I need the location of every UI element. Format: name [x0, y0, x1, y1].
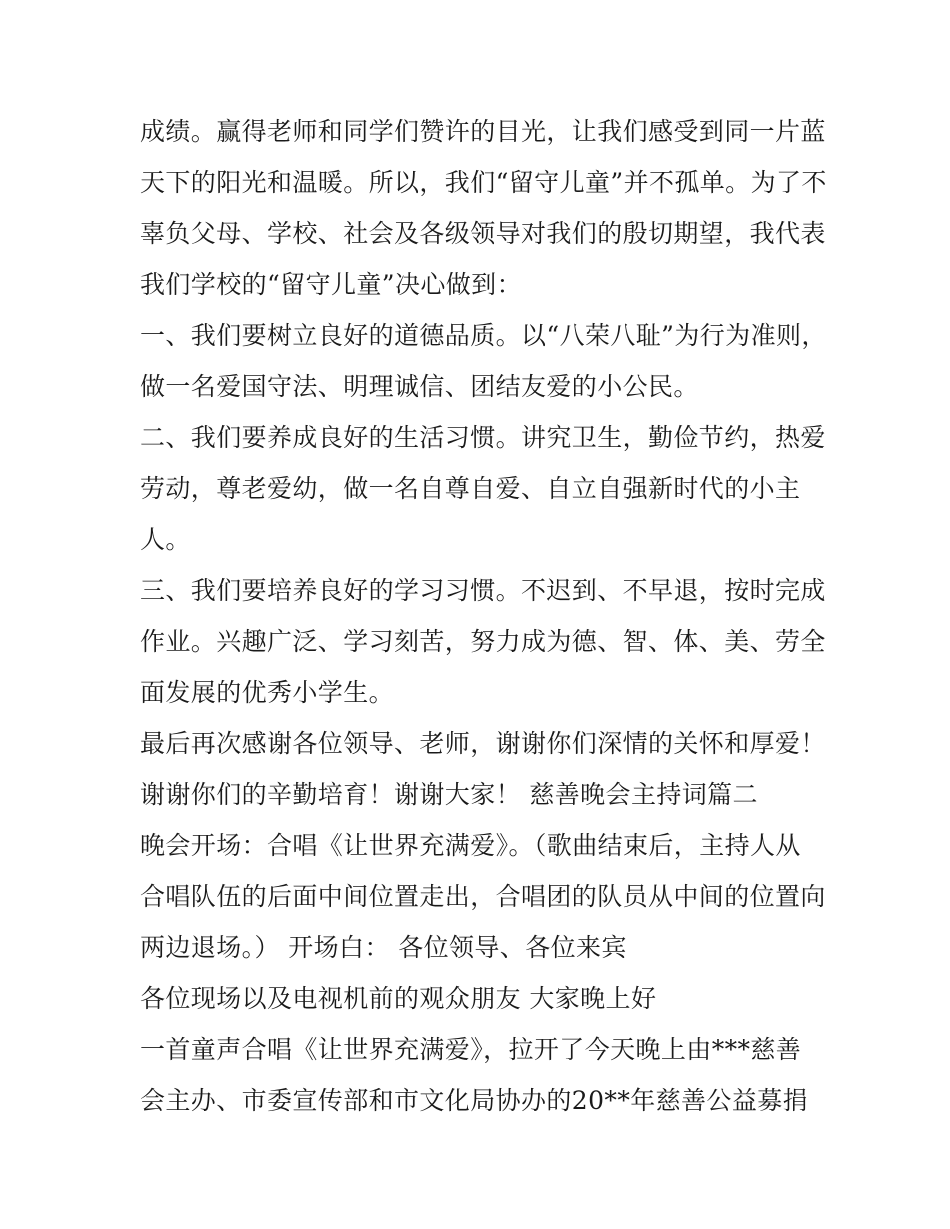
document-body	[140, 106, 830, 1126]
text-line: 会主办、市委宣传部和市文化局协办的20**年慈善公益募捐	[140, 1086, 809, 1115]
text-line: 一首童声合唱《让世界充满爱》，拉开了今天晚上由***慈善	[140, 1035, 802, 1064]
text-line: 合唱队伍的后面中间位置走出，合唱团的队员从中间的位置向	[140, 882, 826, 911]
text-line: 谢谢你们的辛勤培育！谢谢大家！ 慈善晚会主持词篇二	[140, 780, 758, 809]
text-line: 最后再次感谢各位领导、老师，谢谢你们深情的关怀和厚爱！	[140, 729, 826, 758]
text-line: 各位现场以及电视机前的观众朋友 大家晚上好	[140, 984, 657, 1013]
text-line: 劳动，尊老爱幼，做一名自尊自爱、自立自强新时代的小主	[140, 474, 801, 503]
text-line: 我们学校的“留守儿童”决心做到：	[140, 270, 522, 299]
text-line: 两边退场。） 开场白： 各位领导、各位来宾	[140, 933, 627, 962]
text-line: 辜负父母、学校、社会及各级领导对我们的殷切期望，我代表	[140, 219, 826, 248]
text-line: 作业。兴趣广泛、学习刻苦，努力成为德、智、体、美、劳全	[140, 627, 826, 656]
text-line: 三、我们要培养良好的学习习惯。不迟到、不早退，按时完成	[140, 576, 826, 605]
text-line: 二、我们要养成良好的生活习惯。讲究卫生，勤俭节约，热爱	[140, 423, 826, 452]
text-line: 一、我们要树立良好的道德品质。以“八荣八耻”为行为准则，	[140, 321, 827, 350]
text-line: 天下的阳光和温暖。所以，我们“留守儿童”并不孤单。为了不	[140, 168, 827, 197]
text-line: 成绩。赢得老师和同学们赞许的目光，让我们感受到同一片蓝	[140, 117, 826, 146]
text-line: 做一名爱国守法、明理诚信、团结友爱的小公民。	[140, 372, 699, 401]
text-line: 人。	[140, 525, 191, 554]
text-line: 面发展的优秀小学生。	[140, 678, 395, 707]
text-line: 晚会开场：合唱《让世界充满爱》。（歌曲结束后，主持人从	[140, 831, 801, 860]
